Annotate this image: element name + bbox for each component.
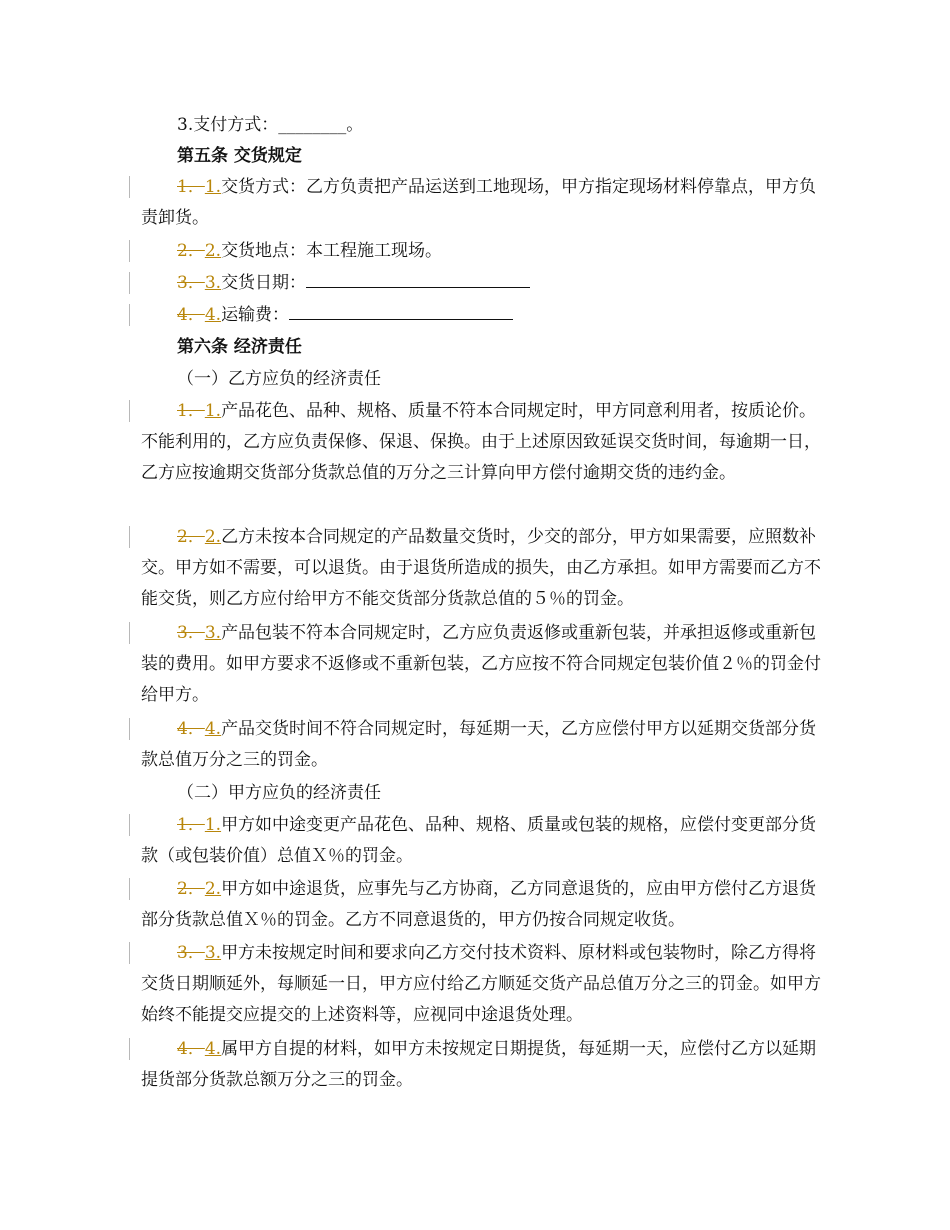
deleted-number: 2． [177,879,205,899]
inserted-number: 3. [204,943,222,963]
late-delivery-clause: 4．4.产品交货时间不符合同规定时，每延期一天，乙方应偿付甲方以延期交货部分货款总值万分之三的罚金。 [141,719,817,770]
inserted-number: 2. [204,241,222,261]
change-order-clause: 1．1.甲方如中途变更产品花色、品种、规格、质量或包装的规格，应偿付变更部分货款（或包装价值）总值Ｘ％的罚金。 [141,815,817,866]
change-bar [129,240,130,262]
change-bar [129,622,130,644]
article-5-heading: 第五条 交货规定 [177,146,302,166]
freight-clause: 4．4.运输费： [141,300,821,331]
deleted-number: 2． [177,241,205,261]
change-bar [129,400,130,422]
inserted-number: 1. [204,177,222,197]
deleted-number: 1． [177,401,205,421]
deleted-number: 4． [177,1039,205,1059]
deleted-number: 3． [177,623,205,643]
deleted-number: 4． [177,719,205,739]
packaging-clause: 3．3.产品包装不符本合同规定时，乙方应负责返修或重新包装，并承担返修或重新包装的费用。如甲方要求不返修或不重新包装，乙方应按不符合同规定包装价值２％的罚金付给甲方。 [141,623,821,705]
inserted-number: 4. [204,719,222,739]
party-a-subheading: （二）甲方应负的经济责任 [177,783,381,803]
deleted-number: 2． [177,527,205,547]
change-bar [129,304,130,326]
deleted-number: 3． [177,273,205,293]
inserted-number: 1. [204,815,222,835]
change-bar [129,272,130,294]
inserted-number: 4. [204,1039,222,1059]
payment-method-line: 3.支付方式：________。 [177,115,364,135]
delivery-date-clause: 3．3.交货日期： [141,268,821,299]
change-bar [129,814,130,836]
change-bar [129,878,130,900]
quantity-clause: 2．2.乙方未按本合同规定的产品数量交货时，少交的部分，甲方如果需要，应照数补交。甲方如不需要，可以退货。由于退货所造成的损失，由乙方承担。如甲方需要而乙方不能交货，则乙方应付给甲方不能交货部分货款总值的５％的罚金。 [141,527,821,609]
return-clause: 2．2.甲方如中途退货，应事先与乙方协商，乙方同意退货的，应由甲方偿付乙方退货部分货款总值Ｘ％的罚金。乙方不同意退货的，甲方仍按合同规定收货。 [141,879,817,930]
deleted-number: 1． [177,815,205,835]
deleted-number: 4． [177,305,205,325]
change-bar [129,1038,130,1060]
quality-clause: 1．1.产品花色、品种、规格、质量不符本合同规定时，甲方同意利用者，按质论价。不能利用的，乙方应负责保修、保退、保换。由于上述原因致延误交货时间，每逾期一日，乙方应按逾期交货部分货款总值的万分之三计算向甲方偿付逾期交货的违约金。 [141,401,821,483]
inserted-number: 4. [204,305,222,325]
inserted-number: 3. [204,273,222,293]
deleted-number: 1． [177,177,205,197]
change-bar [129,942,130,964]
self-pickup-clause: 4．4.属甲方自提的材料，如甲方未按规定日期提货，每延期一天，应偿付乙方以延期提货部分货款总额万分之三的罚金。 [141,1039,817,1090]
delivery-place-clause: 2．2.交货地点：本工程施工现场。 [177,241,443,261]
change-bar [129,718,130,740]
article-6-heading: 第六条 经济责任 [177,337,302,357]
inserted-number: 1. [204,401,222,421]
technical-data-clause: 3．3.甲方未按规定时间和要求向乙方交付技术资料、原材料或包装物时，除乙方得将交货日期顺延外，每顺延一日，甲方应付给乙方顺延交货产品总值万分之三的罚金。如甲方始终不能提交应提交的上述资料等，应视同中途退货处理。 [141,943,821,1025]
change-bar [129,176,130,198]
inserted-number: 2. [204,527,222,547]
delivery-method-clause: 1．1.交货方式：乙方负责把产品运送到工地现场，甲方指定现场材料停靠点，甲方负责卸货。 [141,177,817,228]
party-b-subheading: （一）乙方应负的经济责任 [177,369,381,389]
change-bar [129,526,130,548]
deleted-number: 3． [177,943,205,963]
delivery-date-blank [306,270,530,288]
inserted-number: 2. [204,879,222,899]
inserted-number: 3. [204,623,222,643]
freight-blank [289,302,513,320]
